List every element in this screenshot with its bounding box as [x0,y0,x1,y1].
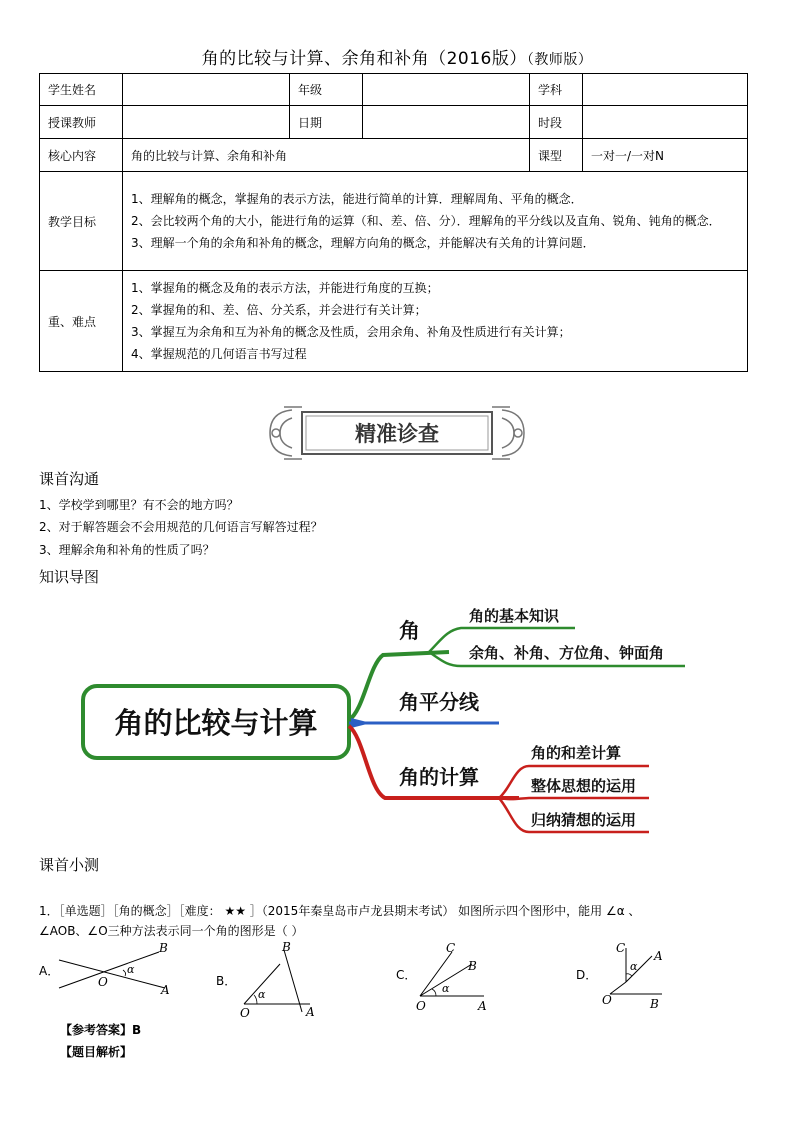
svg-text:B: B [650,997,659,1011]
svg-text:A: A [161,983,170,997]
core-value: 角的比较与计算、余角和补角 [123,139,530,172]
subbranch-line [499,798,649,799]
key-point-item: 1、掌握角的概念及角的表示方法，并能进行角度的互换； [131,281,439,295]
communication-question: 1、学校学到哪里？有不会的地方吗？ [39,498,239,512]
goal-item: 3、理解一个角的余角和补角的概念，理解方向角的概念，并能解决有关角的计算问题． [131,236,595,250]
table-row [40,74,748,106]
teacher-label: 授课教师 [40,106,123,139]
svg-text:O: O [602,993,612,1007]
svg-text:α: α [127,963,135,976]
subbranch-label: 角的基本知识 [469,607,560,625]
communication-heading: 课首沟通 [39,470,100,488]
svg-text:O: O [416,999,426,1012]
figure-a [55,940,175,1000]
goal-item: 2、会比较两个角的大小，能进行角的运算（和、差、倍、分）．理解角的平分线以及直角、锐角、钝角的概念． [131,214,721,228]
grade-value[interactable] [363,74,530,106]
figure-c [412,940,492,1012]
course-info-table [39,73,748,372]
knowledge-mindmap [79,590,685,848]
svg-text:C: C [616,941,626,955]
figure-d [596,936,676,1012]
date-value[interactable] [363,106,530,139]
table-row [40,106,748,139]
branch-label: 角平分线 [399,690,479,714]
option-label[interactable]: B． [216,974,237,988]
question-text: ∠AOB、∠O三种方法表示同一个角的图形是（ ） [39,924,304,938]
course-type-value: 一对一/一对N [583,139,748,172]
key-point-item: 4、掌握规范的几何语言书写过程 [131,347,307,361]
svg-text:α: α [630,960,638,973]
svg-text:B: B [282,940,291,954]
arrow-icon [351,718,371,728]
key-points-cell [123,271,748,372]
mindmap-center: 角的比较与计算 [114,706,318,740]
title-main: 角的比较与计算、余角和补角（2016版） [201,49,527,69]
period-label: 时段 [530,106,583,139]
subject-value[interactable] [583,74,748,106]
option-label[interactable]: A． [39,964,60,978]
title-suffix: （教师版） [526,52,593,68]
mindmap-heading: 知识导图 [39,568,100,586]
course-type-label: 课型 [530,139,583,172]
figure-b [232,940,322,1020]
analysis-label: 【题目解析】 [60,1045,133,1059]
svg-text:B: B [159,941,168,955]
table-row [40,271,748,372]
subbranch-label: 归纳猜想的运用 [531,811,637,829]
reference-answer: 【参考答案】B [60,1023,142,1037]
page-title [0,44,794,69]
key-points-label: 重、难点 [40,271,123,372]
student-name-label: 学生姓名 [40,74,123,106]
branch-label: 角的计算 [399,765,479,789]
svg-text:A: A [306,1005,315,1019]
core-label: 核心内容 [40,139,123,172]
banner-text: 精准诊查 [355,421,439,446]
svg-text:A: A [478,999,487,1012]
svg-text:α: α [258,988,266,1001]
key-point-item: 3、掌握互为余角和互为补角的概念及性质，会用余角、补角及性质进行有关计算； [131,325,571,339]
goals-label: 教学目标 [40,172,123,271]
student-name-value[interactable] [123,74,290,106]
option-label[interactable]: D． [576,968,598,982]
key-point-item: 2、掌握角的和、差、倍、分关系，并会进行有关计算； [131,303,427,317]
subbranch-label: 余角、补角、方位角、钟面角 [469,644,665,662]
teacher-value[interactable] [123,106,290,139]
svg-text:O: O [98,975,108,989]
subbranch-label: 整体思想的运用 [531,777,637,795]
branch-label: 角 [399,619,420,643]
svg-text:A: A [654,949,663,963]
svg-text:α: α [442,982,450,995]
subject-label: 学科 [530,74,583,106]
period-value[interactable] [583,106,748,139]
question-text: 1．［单选题］［角的概念］［难度： ★★ ］（2015年秦皇岛市卢龙县期末考试） 如图所示四个图形中，能用 ∠α 、 [39,904,641,918]
svg-text:B: B [468,959,477,973]
section-banner [262,402,532,464]
subbranch-label: 角的和差计算 [531,744,622,762]
table-row [40,139,748,172]
quiz-heading: 课首小测 [39,856,100,874]
goal-item: 1、理解角的概念，掌握角的表示方法，能进行简单的计算．理解周角、平角的概念． [131,192,583,206]
svg-text:C: C [446,941,456,955]
grade-label: 年级 [290,74,363,106]
table-row [40,172,748,271]
goals-cell [123,172,748,271]
svg-text:O: O [240,1006,250,1020]
option-label[interactable]: C． [396,968,417,982]
communication-question: 3、理解余角和补角的性质了吗？ [39,543,215,557]
communication-question: 2、对于解答题会不会用规范的几何语言写解答过程？ [39,520,323,534]
date-label: 日期 [290,106,363,139]
